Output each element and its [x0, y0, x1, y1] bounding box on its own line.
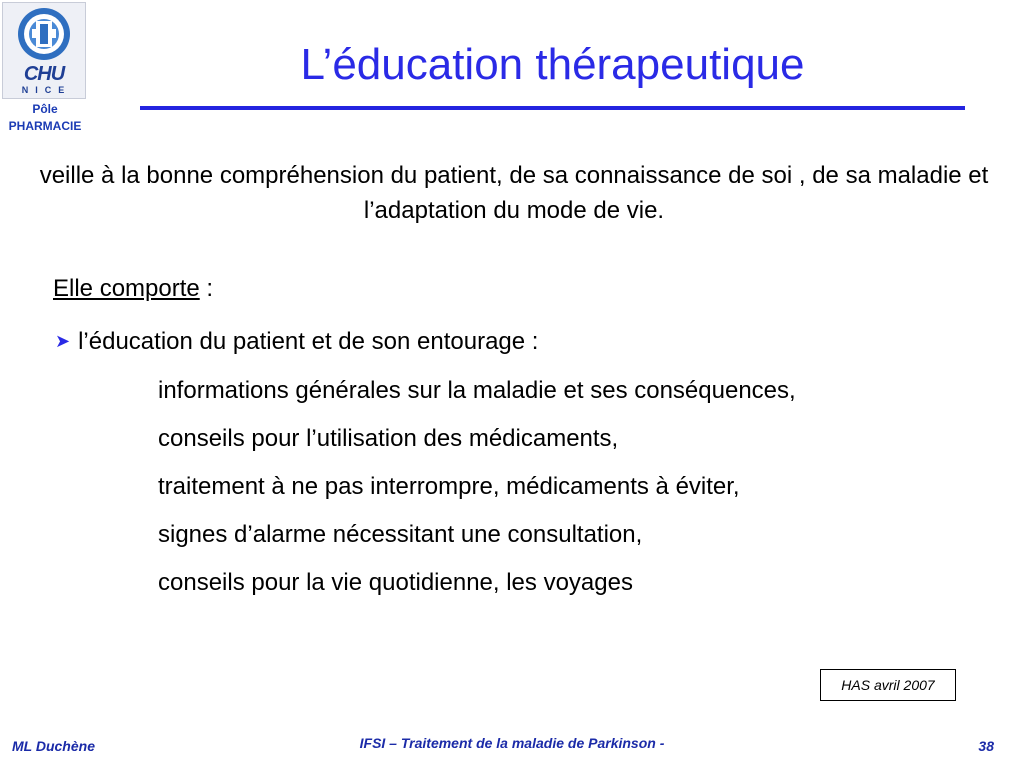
sub-item: conseils pour l’utilisation des médicaments,	[158, 425, 619, 452]
chu-emblem-icon	[3, 3, 85, 65]
comporte-colon: :	[199, 275, 214, 302]
sub-item: conseils pour la vie quotidienne, les voyages	[158, 569, 633, 596]
intro-text: veille à la bonne compréhension du patient, de sa connaissance de soi , de sa maladie et l’adaptation du mode de vie.	[39, 162, 989, 224]
title-underline	[140, 106, 965, 110]
comporte-label: Elle comporte	[53, 275, 200, 302]
comporte-heading	[53, 275, 213, 303]
sub-item: informations générales sur la maladie et ses conséquences,	[158, 377, 796, 404]
slide-title: L’éducation thérapeutique	[300, 40, 805, 89]
sub-item-list	[158, 373, 796, 613]
pole-line-1: Pôle	[32, 102, 58, 116]
sub-item: traitement à ne pas interrompre, médicaments à éviter,	[158, 473, 740, 500]
footer-page-number: 38	[978, 738, 994, 754]
chu-nice-logo	[2, 2, 86, 99]
logo-chu-text: CHU	[23, 63, 65, 85]
reference-box: HAS avril 2007	[820, 669, 956, 701]
footer-author: ML Duchène	[12, 738, 95, 754]
logo-nice-text: NICE	[21, 85, 72, 95]
bullet-item	[55, 328, 538, 356]
sub-item: signes d’alarme nécessitant une consultation,	[158, 521, 643, 548]
footer-course: IFSI – Traitement de la maladie de Parkinson -	[359, 735, 665, 751]
pole-label	[0, 101, 90, 135]
arrow-bullet-icon: ➤	[55, 331, 71, 351]
pole-line-2: PHARMACIE	[8, 119, 82, 133]
bullet-text: l’éducation du patient et de son entourage :	[78, 328, 539, 355]
